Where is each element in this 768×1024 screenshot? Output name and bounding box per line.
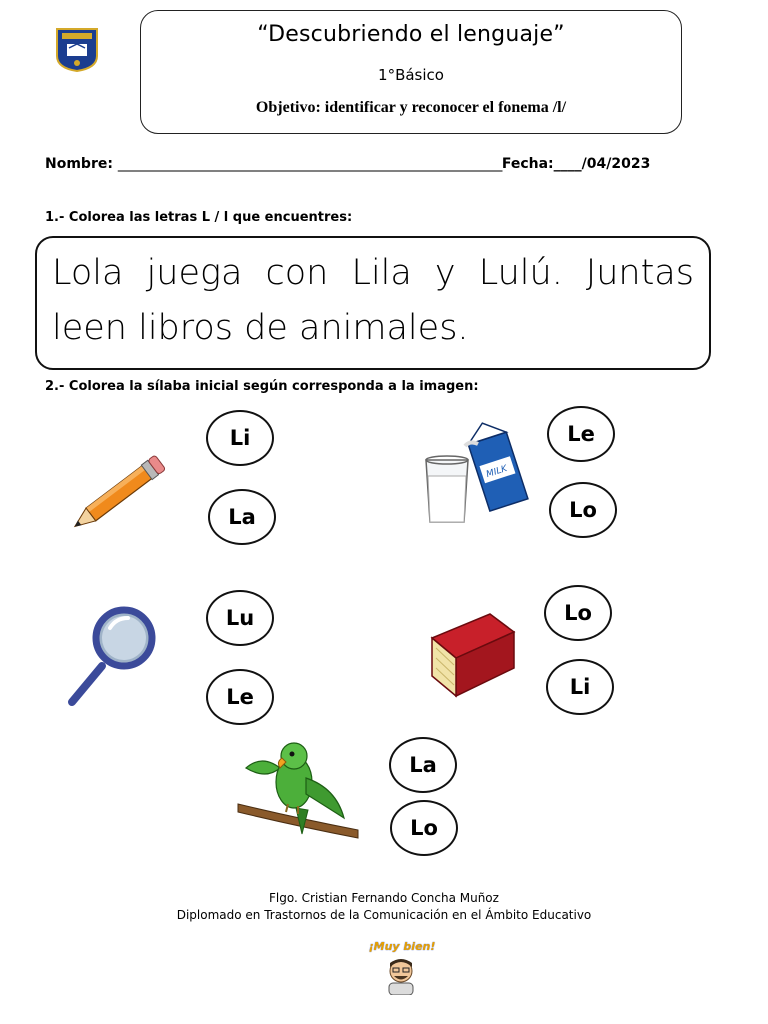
name-date-row xyxy=(45,156,725,172)
magnifying-glass-icon xyxy=(66,604,160,708)
name-field[interactable]: ____________________________________________________________ xyxy=(117,156,502,172)
book-icon xyxy=(428,610,518,706)
syllable-option-la[interactable]: La xyxy=(389,737,457,793)
parrot-icon xyxy=(236,738,360,846)
syllable-option-la[interactable]: La xyxy=(208,489,276,545)
date-field[interactable]: ____/04/2023 xyxy=(553,156,651,172)
school-crest-icon xyxy=(54,26,100,72)
svg-text:MILK: MILK xyxy=(485,463,509,481)
name-label: Nombre: xyxy=(45,156,113,172)
author-name: Flgo. Cristian Fernando Concha Muñoz xyxy=(269,891,499,905)
objective-text: Objetivo: identificar y reconocer el fonema /l/ xyxy=(255,99,567,116)
pencil-icon xyxy=(62,448,174,540)
syllable-option-lu[interactable]: Lu xyxy=(206,590,274,646)
reading-text[interactable]: Lola juega con Lila y Lulú. Juntas leen libros de animales. xyxy=(52,253,694,348)
syllable-option-li[interactable]: Li xyxy=(206,410,274,466)
syllable-option-lo[interactable]: Lo xyxy=(549,482,617,538)
page-title: “Descubriendo el lenguaje” xyxy=(257,22,565,47)
grade-label: 1°Básico xyxy=(378,66,444,84)
syllable-option-lo[interactable]: Lo xyxy=(390,800,458,856)
syllable-option-le[interactable]: Le xyxy=(206,669,274,725)
syllable-option-li[interactable]: Li xyxy=(546,659,614,715)
author-credential: Diplomado en Trastornos de la Comunicación en el Ámbito Educativo xyxy=(176,908,592,922)
question1-prompt: 1.- Colorea las letras L / l que encuentres: xyxy=(45,210,353,225)
date-label: Fecha: xyxy=(501,156,554,172)
syllable-option-lo[interactable]: Lo xyxy=(544,585,612,641)
sticker-text: ¡Muy bien! xyxy=(368,940,436,953)
teacher-avatar-icon xyxy=(383,955,419,999)
milk-icon xyxy=(420,416,535,528)
syllable-option-le[interactable]: Le xyxy=(547,406,615,462)
question2-prompt: 2.- Colorea la sílaba inicial según corresponda a la imagen: xyxy=(45,379,479,394)
